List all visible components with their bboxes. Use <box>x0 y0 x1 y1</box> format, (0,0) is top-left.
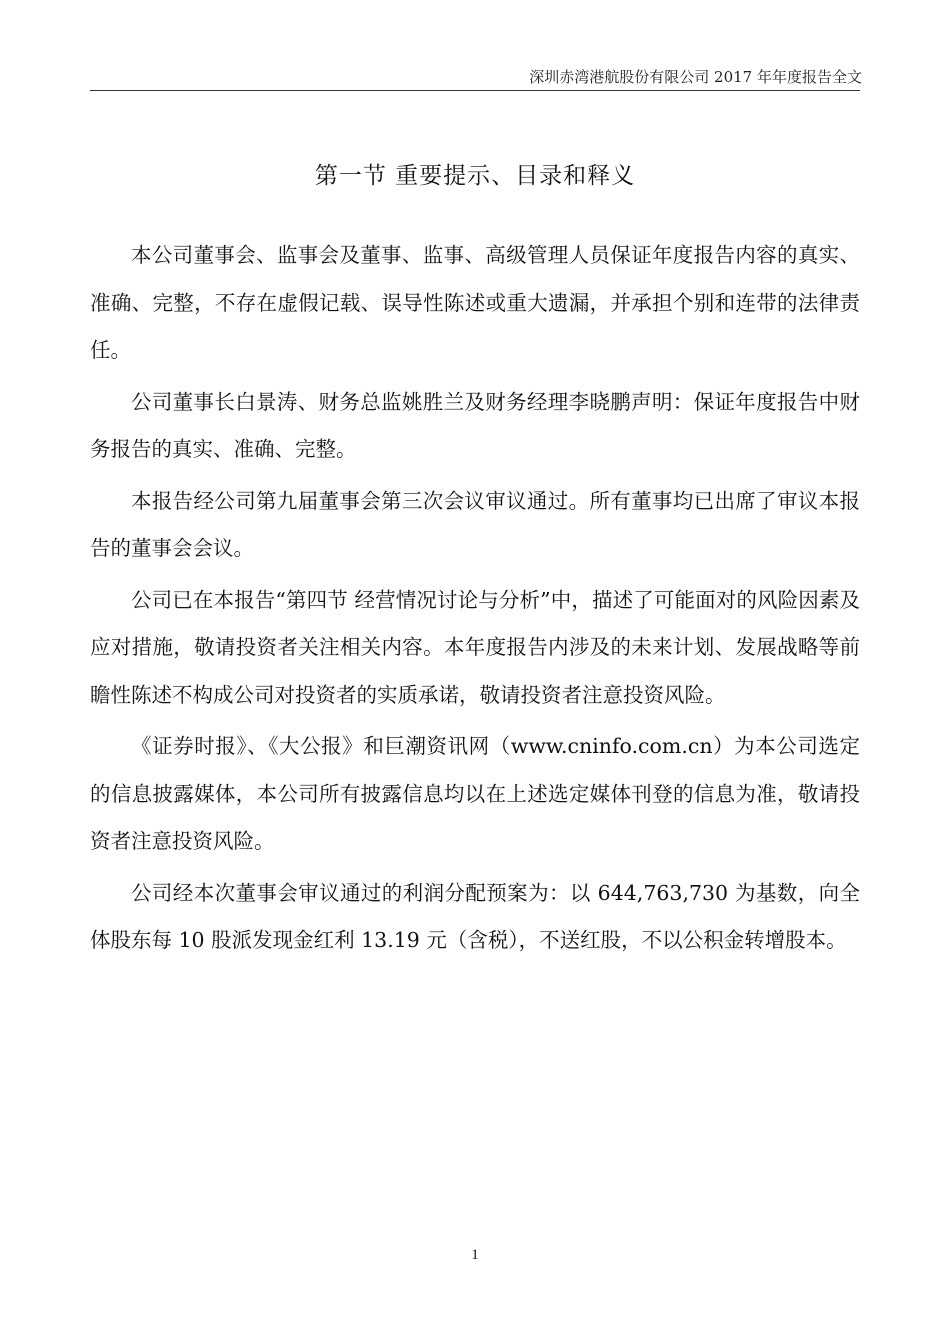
paragraph-board-approval: 本报告经公司第九届董事会第三次会议审议通过。所有董事均已出席了审议本报告的董事会会议。 <box>90 488 860 560</box>
header-divider <box>90 90 860 91</box>
page-number: 1 <box>471 1247 479 1263</box>
paragraph-executive-statement: 公司董事长白景涛、财务总监姚胜兰及财务经理李晓鹏声明：保证年度报告中财务报告的真实、准确、完整。 <box>90 389 860 461</box>
running-header: 深圳赤湾港航股份有限公司 2017 年年度报告全文 <box>529 68 862 86</box>
section-title: 第一节 重要提示、目录和释义 <box>314 163 636 189</box>
paragraph-board-guarantee: 本公司董事会、监事会及董事、监事、高级管理人员保证年度报告内容的真实、准确、完整，不存在虚假记载、误导性陈述或重大遗漏，并承担个别和连带的法律责任。 <box>90 243 860 362</box>
paragraph-disclosure-media: 《证券时报》、《大公报》和巨潮资讯网（www.cninfo.com.cn）为本公司选定的信息披露媒体，本公司所有披露信息均以在上述选定媒体刊登的信息为准，敬请投资者注意投资风险。 <box>90 734 860 853</box>
paragraph-profit-distribution: 公司经本次董事会审议通过的利润分配预案为：以 644,763,730 为基数，向全体股东每 10 股派发现金红利 13.19 元（含税），不送红股，不以公积金转增股本。 <box>90 880 860 952</box>
body-text <box>90 232 860 969</box>
paragraph-risk-notice: 公司已在本报告“第四节 经营情况讨论与分析”中，描述了可能面对的风险因素及应对措施，敬请投资者关注相关内容。本年度报告内涉及的未来计划、发展战略等前瞻性陈述不构成公司对投资者的实质承诺，敬请投资者注意投资风险。 <box>90 587 860 707</box>
